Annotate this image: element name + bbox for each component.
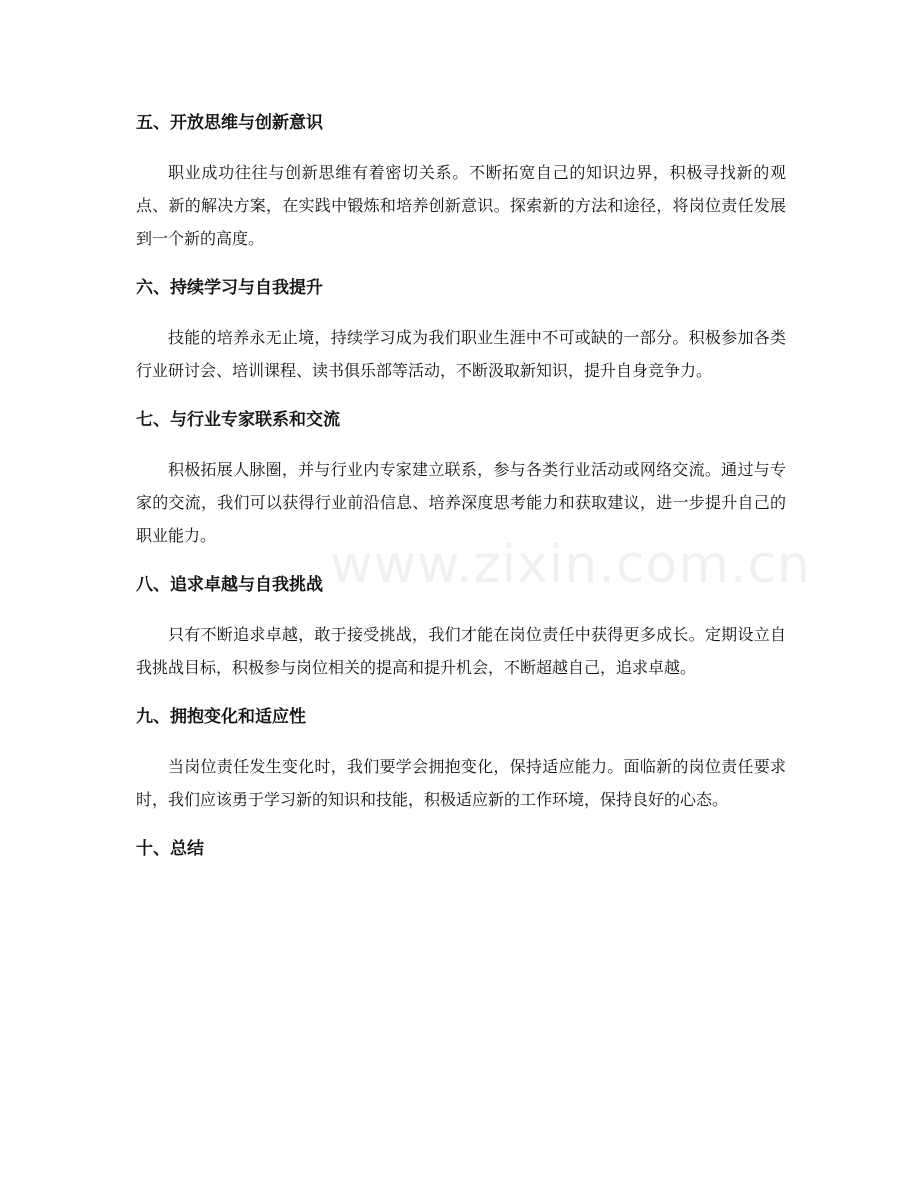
section-9	[136, 700, 786, 816]
section-5	[136, 106, 786, 255]
section-heading: 十、总结	[136, 839, 204, 859]
section-heading: 九、拥抱变化和适应性	[136, 707, 306, 727]
section-6	[136, 271, 786, 387]
document-body	[136, 106, 786, 882]
watermark: www.zixin.com.cn	[330, 535, 811, 595]
section-paragraph: 当岗位责任发生变化时，我们要学会拥抱变化，保持适应能力。面临新的岗位责任要求时，我们应该勇于学习新的知识和技能，积极适应新的工作环境，保持良好的心态。	[136, 757, 786, 809]
section-heading: 六、持续学习与自我提升	[136, 278, 323, 298]
section-paragraph: 技能的培养永无止境，持续学习成为我们职业生涯中不可或缺的一部分。积极参加各类行业研讨会、培训课程、读书俱乐部等活动，不断汲取新知识，提升自身竞争力。	[136, 328, 786, 380]
section-10	[136, 832, 786, 866]
section-heading: 五、开放思维与创新意识	[136, 113, 323, 133]
section-7	[136, 403, 786, 552]
section-heading: 七、与行业专家联系和交流	[136, 410, 340, 430]
section-paragraph: 职业成功往往与创新思维有着密切关系。不断拓宽自己的知识边界，积极寻找新的观点、新的解决方案，在实践中锻炼和培养创新意识。探索新的方法和途径，将岗位责任发展到一个新的高度。	[136, 163, 786, 248]
section-paragraph: 只有不断追求卓越，敢于接受挑战，我们才能在岗位责任中获得更多成长。定期设立自我挑战目标，积极参与岗位相关的提高和提升机会，不断超越自己，追求卓越。	[136, 625, 786, 677]
section-heading: 八、追求卓越与自我挑战	[136, 575, 323, 595]
section-paragraph: 积极拓展人脉圈，并与行业内专家建立联系，参与各类行业活动或网络交流。通过与专家的交流，我们可以获得行业前沿信息、培养深度思考能力和获取建议，进一步提升自己的职业能力。	[136, 460, 786, 545]
section-8	[136, 568, 786, 684]
